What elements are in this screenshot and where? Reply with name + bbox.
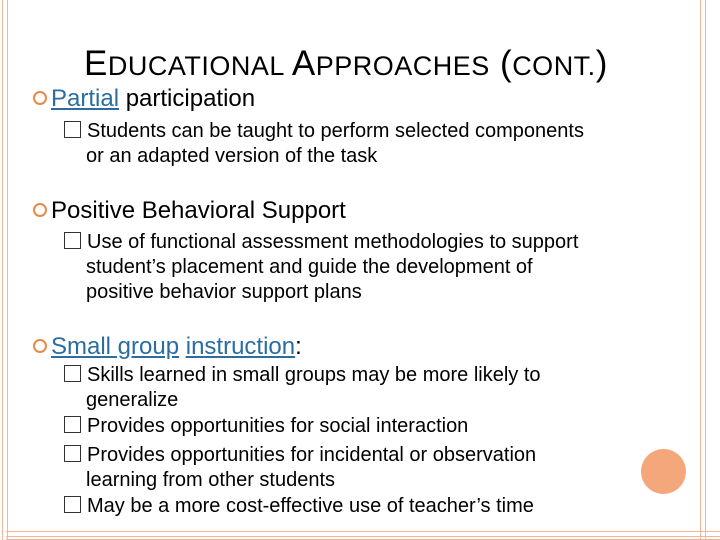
small-group-link[interactable]: Small group [51, 333, 180, 360]
section-heading-pbs: Positive Behavioral Support [33, 197, 346, 225]
slide-title: EDUCATIONAL APPROACHES (CONT.) [84, 44, 608, 83]
frame-left-line [2, 0, 8, 540]
section-heading-small-group: Small group instruction: [33, 333, 302, 361]
list-item: Use of functional assessment methodologies to support student’s placement and guide the development of positive behavior support plans [64, 230, 694, 305]
checkbox-bullet-icon [64, 365, 81, 382]
circle-bullet-icon [33, 339, 47, 353]
partial-link[interactable]: Partial [51, 85, 120, 112]
list-item: Skills learned in small groups may be more likely to generalize [64, 363, 694, 413]
frame-bottom-line [6, 531, 720, 537]
list-item: May be a more cost-effective use of teacher’s time [64, 494, 694, 519]
list-item: Provides opportunities for incidental or observation learning from other students [64, 443, 694, 493]
list-item: Provides opportunities for social interaction [64, 414, 694, 439]
circle-bullet-icon [33, 91, 47, 105]
frame-right-line [700, 0, 706, 540]
list-item: Students can be taught to perform selected components or an adapted version of the task [64, 119, 694, 169]
circle-bullet-icon [33, 203, 47, 217]
checkbox-bullet-icon [64, 232, 81, 249]
checkbox-bullet-icon [64, 416, 81, 433]
checkbox-bullet-icon [64, 496, 81, 513]
checkbox-bullet-icon [64, 445, 81, 462]
checkbox-bullet-icon [64, 121, 81, 138]
section-heading-partial: Partial participation [33, 85, 255, 113]
instruction-link[interactable]: instruction [185, 333, 296, 360]
